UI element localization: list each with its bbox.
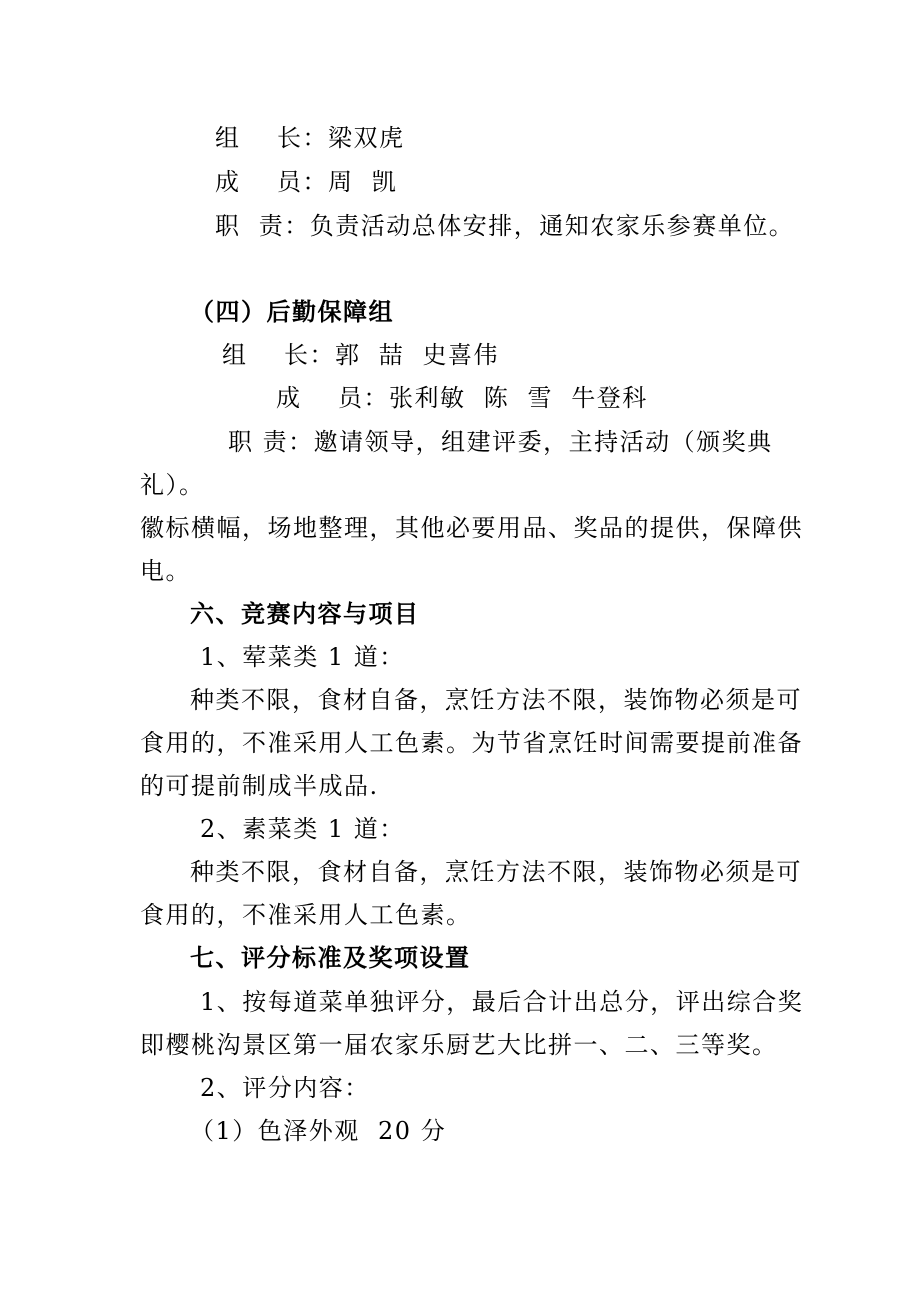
logistics-duty-line: 职 责：邀请领导，组建评委，主持活动（颁奖典 [228, 428, 773, 456]
meat-dish-item: 1、荤菜类 1 道： [200, 643, 405, 671]
logistics-duty-continued: 礼）。 [140, 471, 205, 499]
logistics-duty-end: 电。 [140, 557, 191, 585]
meat-dish-desc-3: 的可提前制成半成品. [140, 772, 379, 800]
scoring-item-color: （1）色泽外观 20 分 [190, 1117, 447, 1145]
veg-dish-desc-2: 食用的，不准采用人工色素。 [140, 901, 472, 929]
logistics-leader-line: 组 长：郭 喆 史喜伟 [222, 341, 500, 369]
meat-dish-desc-1: 种类不限，食材自备，烹饪方法不限，装饰物必须是可 [190, 686, 802, 714]
logistics-duty-banner-line: 徽标横幅，场地整理，其他必要用品、奖品的提供，保障供 [140, 514, 803, 542]
section-heading-contest-content: 六、竞赛内容与项目 [190, 599, 420, 628]
group-member-line: 成 员：周 凯 [215, 168, 398, 196]
scoring-content-heading: 2、评分内容： [200, 1074, 370, 1102]
group-leader-line: 组 长：梁双虎 [215, 124, 405, 152]
scoring-rule-1-continued: 即樱桃沟景区第一届农家乐厨艺大比拼一、二、三等奖。 [140, 1031, 778, 1059]
group-duty-line: 职 责：负责活动总体安排，通知农家乐参赛单位。 [215, 212, 795, 240]
logistics-member-line: 成 员：张利敏 陈 雪 牛登科 [276, 384, 648, 412]
section-heading-scoring: 七、评分标准及奖项设置 [190, 943, 471, 972]
meat-dish-desc-2: 食用的，不准采用人工色素。为节省烹饪时间需要提前准备 [140, 729, 803, 757]
veg-dish-item: 2、素菜类 1 道： [200, 815, 405, 843]
section-heading-logistics: （四）后勤保障组 [190, 297, 394, 326]
veg-dish-desc-1: 种类不限，食材自备，烹饪方法不限，装饰物必须是可 [190, 858, 802, 886]
scoring-rule-1: 1、按每道菜单独评分，最后合计出总分，评出综合奖 [200, 988, 804, 1016]
